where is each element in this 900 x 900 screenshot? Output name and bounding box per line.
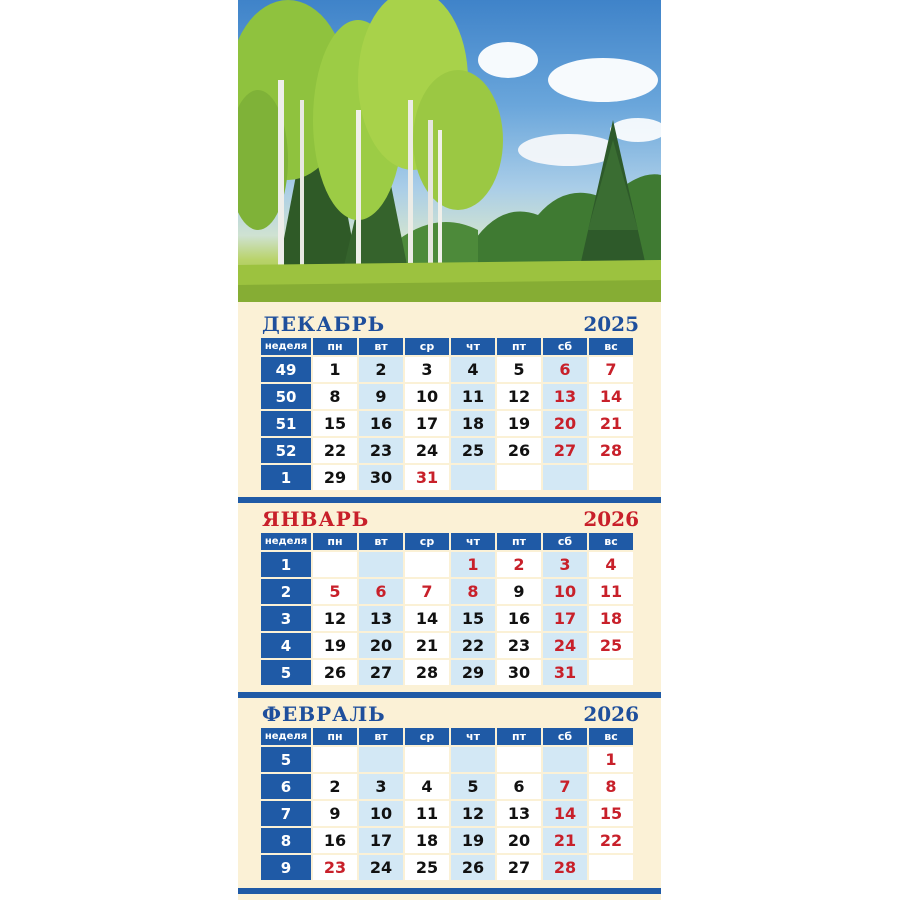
day-cell: 28	[588, 437, 633, 464]
week-row	[261, 551, 633, 578]
week-row	[261, 854, 633, 880]
day-cell: 23	[358, 437, 404, 464]
day-cell: 16	[496, 605, 542, 632]
day-cell: 18	[404, 827, 450, 854]
day-cell: 26	[450, 854, 496, 880]
empty-day-cell	[588, 854, 633, 880]
month-year: 2026	[583, 507, 639, 531]
weekday-header: пт	[496, 338, 542, 356]
week-number-header: неделя	[261, 728, 312, 746]
week-number: 5	[261, 746, 312, 773]
day-cell: 27	[542, 437, 588, 464]
weekday-header: ср	[404, 533, 450, 551]
day-cell: 16	[358, 410, 404, 437]
weekday-header: чт	[450, 728, 496, 746]
weekday-header: пн	[312, 533, 358, 551]
day-cell: 14	[404, 605, 450, 632]
week-number: 1	[261, 464, 312, 490]
day-cell: 25	[588, 632, 633, 659]
day-cell: 21	[404, 632, 450, 659]
month-block	[238, 692, 661, 882]
week-number: 7	[261, 800, 312, 827]
day-cell: 18	[450, 410, 496, 437]
weekday-header: чт	[450, 338, 496, 356]
empty-day-cell	[358, 551, 404, 578]
day-cell: 30	[358, 464, 404, 490]
day-cell: 10	[542, 578, 588, 605]
weekday-header-row	[261, 338, 633, 356]
weekday-header: пн	[312, 338, 358, 356]
day-cell: 26	[496, 437, 542, 464]
week-row	[261, 659, 633, 685]
empty-day-cell	[312, 746, 358, 773]
day-cell: 12	[450, 800, 496, 827]
weekday-header: сб	[542, 533, 588, 551]
week-row	[261, 746, 633, 773]
empty-day-cell	[588, 659, 633, 685]
day-cell: 17	[358, 827, 404, 854]
day-cell: 11	[404, 800, 450, 827]
day-cell: 14	[542, 800, 588, 827]
day-cell: 7	[542, 773, 588, 800]
week-row	[261, 605, 633, 632]
month-grid	[261, 338, 633, 490]
day-cell: 13	[496, 800, 542, 827]
week-number: 9	[261, 854, 312, 880]
day-cell: 19	[496, 410, 542, 437]
weekday-header: ср	[404, 728, 450, 746]
empty-day-cell	[588, 464, 633, 490]
day-cell: 8	[588, 773, 633, 800]
month-grid	[261, 728, 633, 880]
day-cell: 1	[450, 551, 496, 578]
day-cell: 24	[358, 854, 404, 880]
day-cell: 6	[358, 578, 404, 605]
day-cell: 16	[312, 827, 358, 854]
week-number: 8	[261, 827, 312, 854]
wall-calendar	[238, 0, 661, 900]
weekday-header: вс	[588, 533, 633, 551]
month-block	[238, 302, 661, 492]
day-cell: 13	[358, 605, 404, 632]
empty-day-cell	[450, 464, 496, 490]
day-cell: 3	[404, 356, 450, 383]
day-cell: 5	[312, 578, 358, 605]
day-cell: 22	[450, 632, 496, 659]
day-cell: 30	[496, 659, 542, 685]
day-cell: 6	[542, 356, 588, 383]
week-number: 51	[261, 410, 312, 437]
day-cell: 4	[404, 773, 450, 800]
week-row	[261, 437, 633, 464]
day-cell: 8	[450, 578, 496, 605]
empty-day-cell	[450, 746, 496, 773]
month-block	[238, 497, 661, 687]
weekday-header: сб	[542, 338, 588, 356]
day-cell: 10	[404, 383, 450, 410]
empty-day-cell	[542, 746, 588, 773]
day-cell: 31	[542, 659, 588, 685]
day-cell: 17	[404, 410, 450, 437]
day-cell: 20	[496, 827, 542, 854]
day-cell: 5	[450, 773, 496, 800]
week-number: 52	[261, 437, 312, 464]
day-cell: 8	[312, 383, 358, 410]
week-row	[261, 356, 633, 383]
week-row	[261, 410, 633, 437]
day-cell: 22	[588, 827, 633, 854]
day-cell: 27	[358, 659, 404, 685]
day-cell: 15	[588, 800, 633, 827]
landscape-photo	[238, 0, 661, 302]
day-cell: 2	[312, 773, 358, 800]
day-cell: 28	[542, 854, 588, 880]
day-cell: 14	[588, 383, 633, 410]
weekday-header: сб	[542, 728, 588, 746]
empty-day-cell	[542, 464, 588, 490]
week-number: 4	[261, 632, 312, 659]
day-cell: 4	[588, 551, 633, 578]
day-cell: 12	[312, 605, 358, 632]
day-cell: 24	[404, 437, 450, 464]
day-cell: 20	[358, 632, 404, 659]
month-grid	[261, 533, 633, 685]
empty-day-cell	[496, 464, 542, 490]
empty-day-cell	[496, 746, 542, 773]
day-cell: 7	[404, 578, 450, 605]
day-cell: 6	[496, 773, 542, 800]
day-cell: 3	[358, 773, 404, 800]
week-number: 1	[261, 551, 312, 578]
day-cell: 2	[496, 551, 542, 578]
month-title: ДЕКАБРЬ	[262, 312, 386, 336]
weekday-header: пт	[496, 728, 542, 746]
weekday-header: пт	[496, 533, 542, 551]
month-year: 2026	[583, 702, 639, 726]
day-cell: 26	[312, 659, 358, 685]
weekday-header: вс	[588, 338, 633, 356]
day-cell: 1	[588, 746, 633, 773]
day-cell: 7	[588, 356, 633, 383]
day-cell: 29	[312, 464, 358, 490]
empty-day-cell	[404, 551, 450, 578]
month-divider-bar	[238, 497, 661, 503]
day-cell: 15	[312, 410, 358, 437]
empty-day-cell	[404, 746, 450, 773]
day-cell: 4	[450, 356, 496, 383]
weekday-header: вт	[358, 533, 404, 551]
weekday-header: ср	[404, 338, 450, 356]
day-cell: 1	[312, 356, 358, 383]
day-cell: 5	[496, 356, 542, 383]
week-number: 50	[261, 383, 312, 410]
week-number: 6	[261, 773, 312, 800]
day-cell: 20	[542, 410, 588, 437]
empty-day-cell	[358, 746, 404, 773]
day-cell: 22	[312, 437, 358, 464]
day-cell: 13	[542, 383, 588, 410]
day-cell: 15	[450, 605, 496, 632]
day-cell: 9	[312, 800, 358, 827]
day-cell: 24	[542, 632, 588, 659]
weekday-header-row	[261, 533, 633, 551]
week-row	[261, 773, 633, 800]
day-cell: 9	[358, 383, 404, 410]
day-cell: 28	[404, 659, 450, 685]
weekday-header: пн	[312, 728, 358, 746]
day-cell: 19	[450, 827, 496, 854]
week-number-header: неделя	[261, 338, 312, 356]
month-title: ФЕВРАЛЬ	[262, 702, 386, 726]
day-cell: 25	[404, 854, 450, 880]
day-cell: 21	[588, 410, 633, 437]
day-cell: 31	[404, 464, 450, 490]
weekday-header: вт	[358, 338, 404, 356]
week-number: 3	[261, 605, 312, 632]
weekday-header: вс	[588, 728, 633, 746]
week-number: 49	[261, 356, 312, 383]
day-cell: 2	[358, 356, 404, 383]
bottom-accent-bar	[238, 888, 661, 894]
weekday-header: чт	[450, 533, 496, 551]
weekday-header-row	[261, 728, 633, 746]
day-cell: 17	[542, 605, 588, 632]
day-cell: 10	[358, 800, 404, 827]
day-cell: 23	[496, 632, 542, 659]
day-cell: 27	[496, 854, 542, 880]
day-cell: 3	[542, 551, 588, 578]
day-cell: 12	[496, 383, 542, 410]
month-title: ЯНВАРЬ	[262, 507, 370, 531]
day-cell: 11	[588, 578, 633, 605]
day-cell: 18	[588, 605, 633, 632]
month-year: 2025	[583, 312, 639, 336]
month-divider-bar	[238, 692, 661, 698]
week-row	[261, 383, 633, 410]
birch-grove-illustration	[238, 0, 661, 302]
week-number-header: неделя	[261, 533, 312, 551]
day-cell: 9	[496, 578, 542, 605]
week-row	[261, 578, 633, 605]
day-cell: 19	[312, 632, 358, 659]
week-row	[261, 827, 633, 854]
weekday-header: вт	[358, 728, 404, 746]
week-number: 5	[261, 659, 312, 685]
day-cell: 11	[450, 383, 496, 410]
day-cell: 21	[542, 827, 588, 854]
week-row	[261, 464, 633, 490]
day-cell: 23	[312, 854, 358, 880]
day-cell: 25	[450, 437, 496, 464]
week-row	[261, 800, 633, 827]
day-cell: 29	[450, 659, 496, 685]
week-number: 2	[261, 578, 312, 605]
empty-day-cell	[312, 551, 358, 578]
week-row	[261, 632, 633, 659]
